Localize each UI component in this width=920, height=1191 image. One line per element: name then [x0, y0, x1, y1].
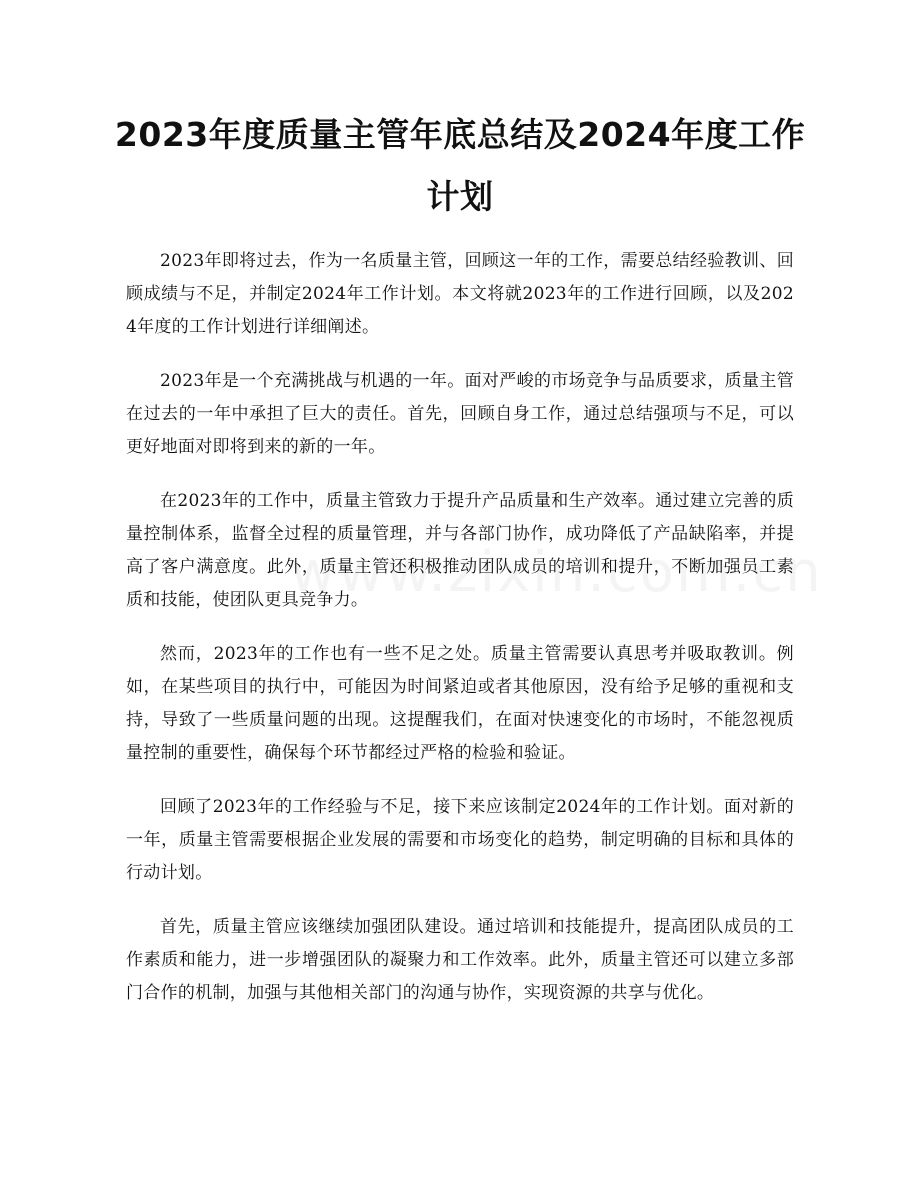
paragraph-3: 在2023年的工作中，质量主管致力于提升产品质量和生产效率。通过建立完善的质量控制体系，监督全过程的质量管理，并与各部门协作，成功降低了产品缺陷率，并提高了客户满意度。此外，质量主管还积极推动团队成员的培训和提升，不断加强员工素质和技能，使团队更具竞争力。: [126, 491, 794, 610]
paragraph-4: 然而，2023年的工作也有一些不足之处。质量主管需要认真思考并吸取教训。例如，在某些项目的执行中，可能因为时间紧迫或者其他原因，没有给予足够的重视和支持，导致了一些质量问题的出现。这提醒我们，在面对快速变化的市场时，不能忽视质量控制的重要性，确保每个环节都经过严格的检验和验证。: [126, 644, 794, 763]
paragraph-1: 2023年即将过去，作为一名质量主管，回顾这一年的工作，需要总结经验教训、回顾成绩与不足，并制定2024年工作计划。本文将就2023年的工作进行回顾，以及2024年度的工作计划进行详细阐述。: [126, 251, 794, 337]
paragraph-5: 回顾了2023年的工作经验与不足，接下来应该制定2024年的工作计划。面对新的一年，质量主管需要根据企业发展的需要和市场变化的趋势，制定明确的目标和具体的行动计划。: [126, 797, 794, 883]
document-title: 2023年度质量主管年底总结及2024年度工作计划: [114, 115, 806, 216]
paragraph-2: 2023年是一个充满挑战与机遇的一年。面对严峻的市场竞争与品质要求，质量主管在过去的一年中承担了巨大的责任。首先，回顾自身工作，通过总结强项与不足，可以更好地面对即将到来的新的一年。: [126, 371, 794, 457]
document-body: [126, 245, 794, 1031]
paragraph-6: 首先，质量主管应该继续加强团队建设。通过培训和技能提升，提高团队成员的工作素质和能力，进一步增强团队的凝聚力和工作效率。此外，质量主管还可以建立多部门合作的机制，加强与其他相关部门的沟通与协作，实现资源的共享与优化。: [126, 917, 794, 1003]
